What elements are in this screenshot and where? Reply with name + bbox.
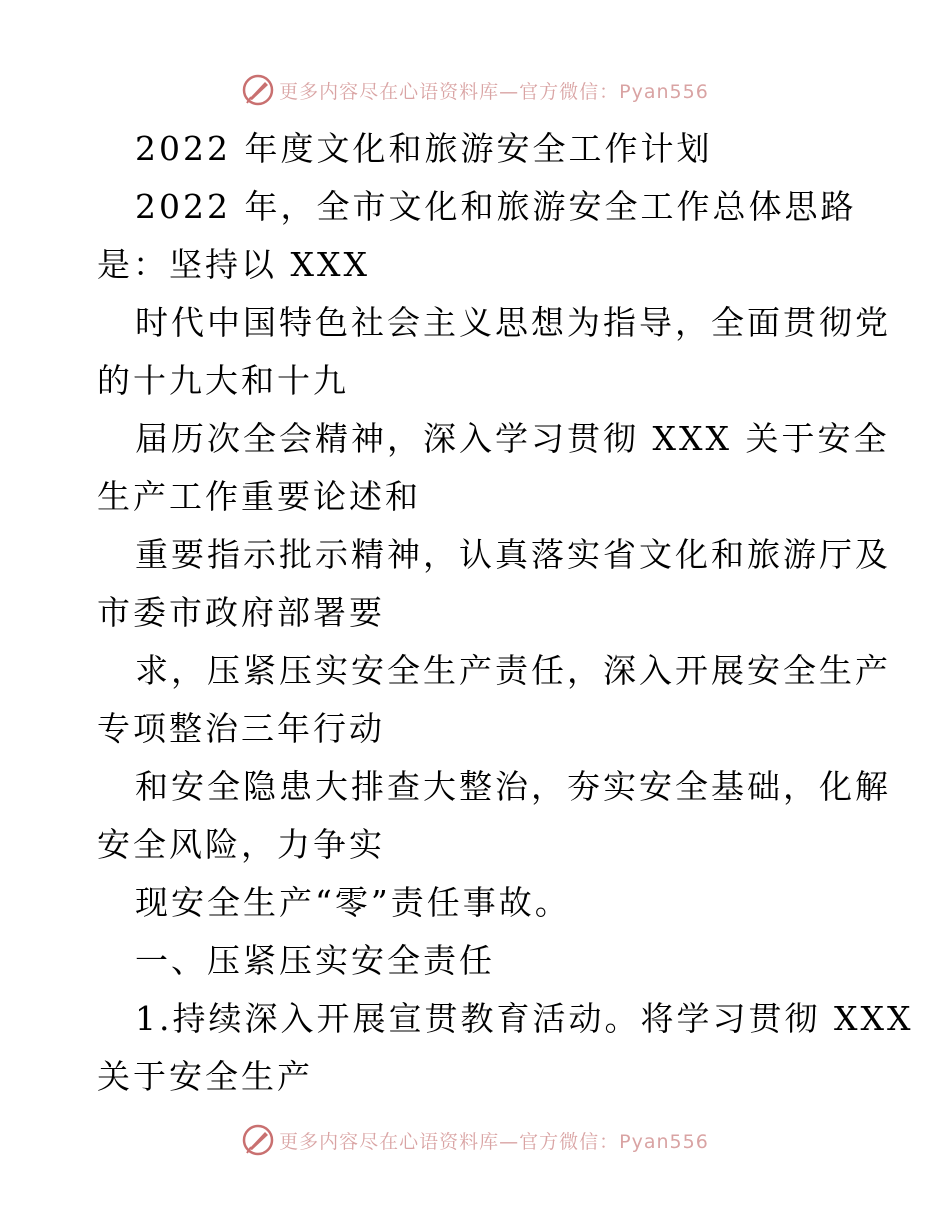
document-line: 重要指示批示精神，认真落实省文化和旅游厅及: [135, 535, 891, 574]
header-watermark-banner: [0, 68, 950, 112]
feather-pen-logo-icon: [241, 1123, 275, 1157]
header-watermark-text: 更多内容尽在心语资料库—官方微信：Pyan556: [279, 80, 709, 103]
document-line: 安全风险，力争实: [97, 825, 385, 864]
feather-pen-logo-icon: [241, 73, 275, 107]
document-line: 1.持续深入开展宣贯教育活动。将学习贯彻 XXX: [135, 999, 914, 1038]
section-heading: 一、压紧压实安全责任: [135, 941, 495, 980]
document-line: 和安全隐患大排查大整治，夯实安全基础，化解: [135, 767, 891, 806]
document-line: 的十九大和十九: [97, 361, 349, 400]
document-line: 求，压紧压实安全生产责任，深入开展安全生产: [135, 651, 891, 690]
document-line: 2022 年，全市文化和旅游安全工作总体思路: [135, 187, 857, 226]
document-line: 生产工作重要论述和: [97, 477, 421, 516]
document-body: [97, 120, 914, 1106]
document-line: 专项整治三年行动: [97, 709, 385, 748]
document-title: 2022 年度文化和旅游安全工作计划: [135, 129, 713, 168]
footer-watermark-text: 更多内容尽在心语资料库—官方微信：Pyan556: [279, 1130, 709, 1153]
document-line: 届历次全会精神，深入学习贯彻 XXX 关于安全: [135, 419, 890, 458]
document-line: 市委市政府部署要: [97, 593, 385, 632]
document-line: 现安全生产“零”责任事故。: [135, 883, 571, 922]
document-line: 是：坚持以 XXX: [97, 245, 370, 284]
document-line: 关于安全生产: [97, 1057, 313, 1096]
footer-watermark-banner: [0, 1118, 950, 1162]
document-line: 时代中国特色社会主义思想为指导，全面贯彻党: [135, 303, 891, 342]
